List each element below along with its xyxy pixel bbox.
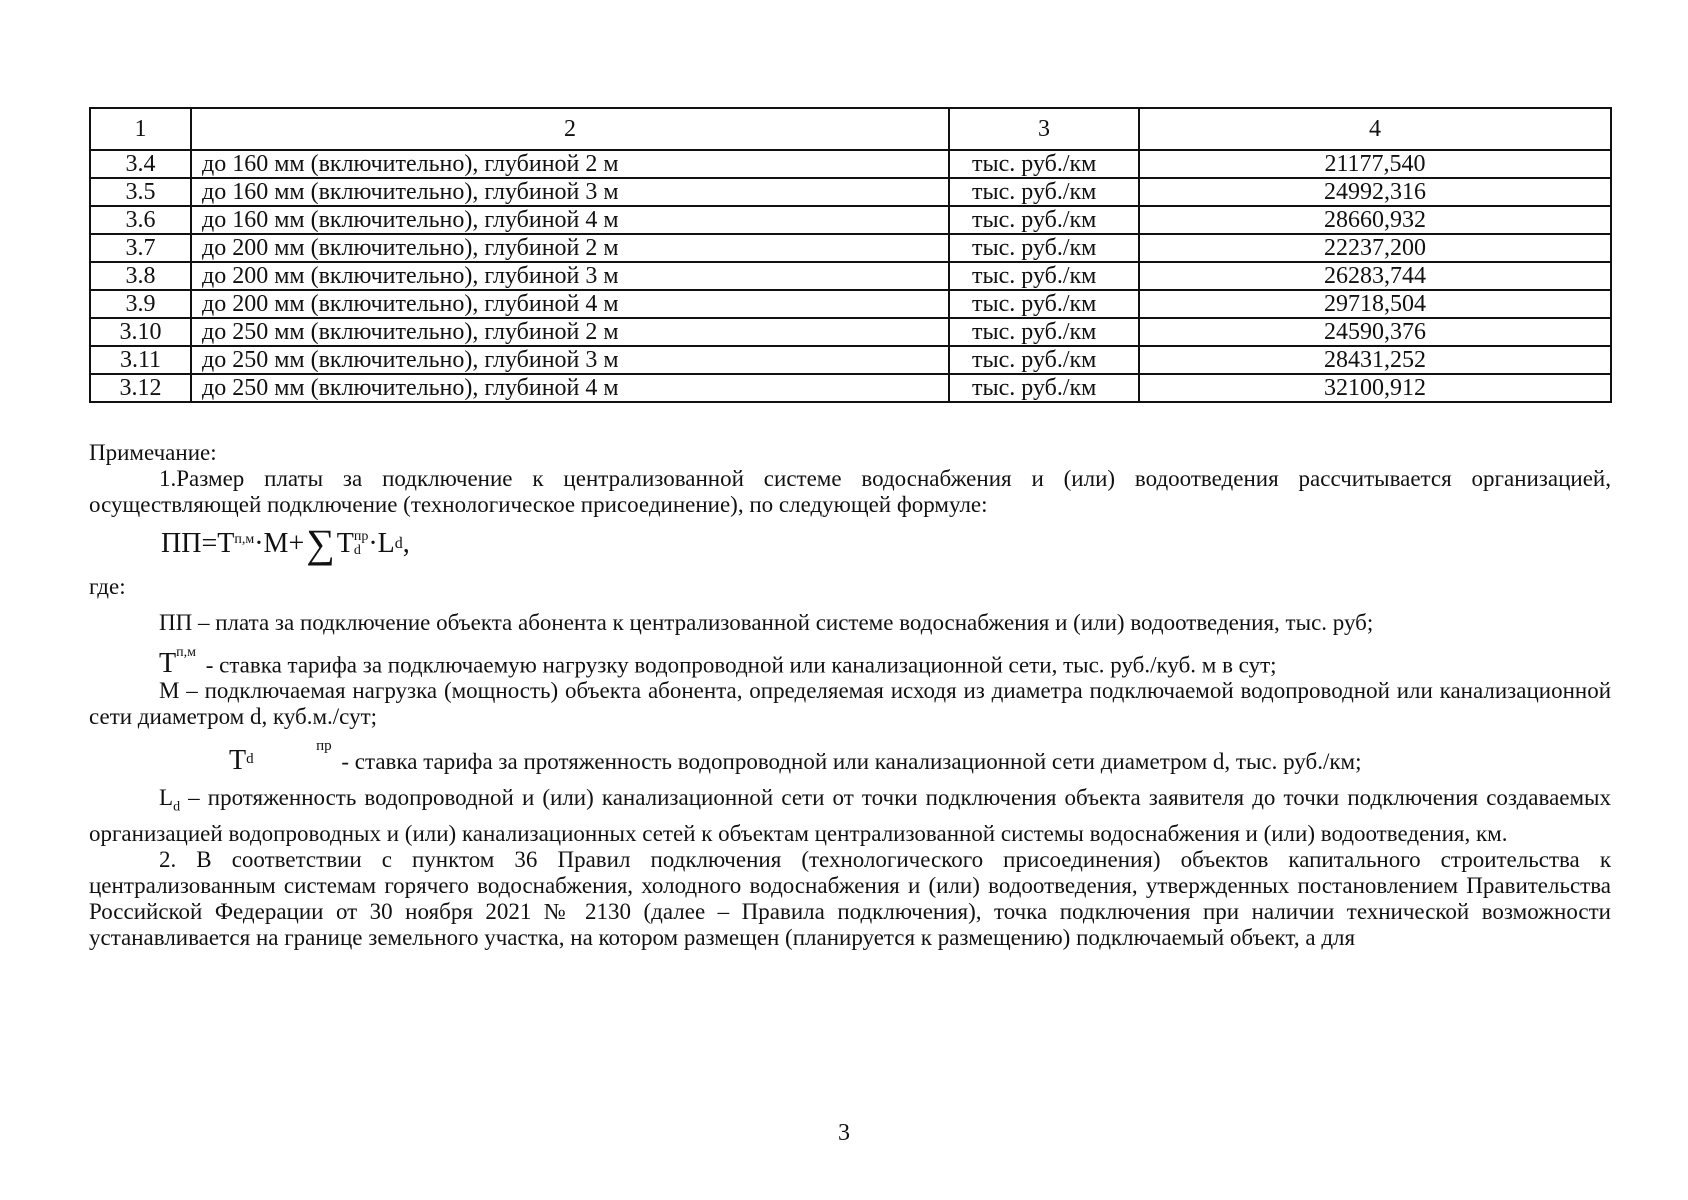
- table-row: [90, 150, 1611, 178]
- header-col-2: 2: [191, 108, 949, 150]
- page-number: 3: [838, 1120, 850, 1146]
- row-number-cell: 3.5: [90, 178, 191, 206]
- row-description-cell: до 200 мм (включительно), глубиной 3 м: [191, 262, 949, 290]
- row-value-cell: 26283,744: [1139, 262, 1611, 290]
- row-value-cell: 32100,912: [1139, 374, 1611, 402]
- row-description-cell: до 160 мм (включительно), глубиной 3 м: [191, 178, 949, 206]
- row-number-cell: 3.7: [90, 234, 191, 262]
- row-value-cell: 24590,376: [1139, 318, 1611, 346]
- row-number-cell: 3.12: [90, 374, 191, 402]
- table-row: [90, 318, 1611, 346]
- table-row: [90, 290, 1611, 318]
- header-col-3: 3: [949, 108, 1139, 150]
- table-row: [90, 234, 1611, 262]
- row-number-cell: 3.8: [90, 262, 191, 290]
- note-section: [89, 440, 1611, 951]
- row-description-cell: до 200 мм (включительно), глубиной 4 м: [191, 290, 949, 318]
- spacer: [89, 775, 1611, 785]
- definition-t: [89, 646, 1611, 678]
- definition-ld-symbol: $L_d$: [159, 785, 181, 815]
- row-unit-cell: тыс. руб./км: [949, 374, 1139, 402]
- formula-t: T: [217, 528, 235, 559]
- row-description-cell: до 200 мм (включительно), глубиной 2 м: [191, 234, 949, 262]
- formula-eq: =: [201, 528, 218, 559]
- definition-t-text: - ставка тарифа за подключаемую нагрузку водопроводной или канализационной сети, тыс. руб./куб. м в сут;: [199, 652, 1277, 678]
- row-description-cell: до 250 мм (включительно), глубиной 2 м: [191, 318, 949, 346]
- where-label: где:: [89, 574, 126, 599]
- table-header-row: [90, 108, 1611, 150]
- definition-ld: [89, 785, 1611, 847]
- definition-pp: ПП – плата за подключение объекта абонента к централизованной системе водоснабжения и (или) водоотведения, тыс. руб;: [159, 610, 1374, 635]
- table-row: [90, 262, 1611, 290]
- row-value-cell: 28660,932: [1139, 206, 1611, 234]
- payment-formula: [161, 522, 1611, 566]
- formula-td: T: [336, 528, 354, 559]
- row-unit-cell: тыс. руб./км: [949, 178, 1139, 206]
- formula-l-sub: d: [394, 535, 403, 552]
- row-unit-cell: тыс. руб./км: [949, 234, 1139, 262]
- definition-td-text: - ставка тарифа за протяженность водопроводной или канализационной сети диаметром d, тыс. руб./км;: [335, 749, 1362, 775]
- formula-tail: ,: [402, 528, 410, 559]
- table-row: [90, 206, 1611, 234]
- row-value-cell: 21177,540: [1139, 150, 1611, 178]
- formula-t-sup: п,м: [234, 532, 255, 547]
- tariff-table: [89, 107, 1612, 403]
- row-unit-cell: тыс. руб./км: [949, 346, 1139, 374]
- row-number-cell: 3.4: [90, 150, 191, 178]
- definition-t-symbol: $T^{п,м}$: [159, 645, 196, 680]
- row-unit-cell: тыс. руб./км: [949, 206, 1139, 234]
- row-value-cell: 22237,200: [1139, 234, 1611, 262]
- row-number-cell: 3.9: [90, 290, 191, 318]
- row-unit-cell: тыс. руб./км: [949, 262, 1139, 290]
- row-number-cell: 3.11: [90, 346, 191, 374]
- table-row: [90, 374, 1611, 402]
- row-unit-cell: тыс. руб./км: [949, 150, 1139, 178]
- definition-ld-text: – протяженность водопроводной и (или) канализационной сети от точки подключения объекта заявителя до точки подключения создаваемых организацией водопроводных и (или) канализационных сетей к объектам централизованной системы водоснабжения и (или) водоотведения, км.: [89, 785, 1611, 846]
- row-number-cell: 3.6: [90, 206, 191, 234]
- row-unit-cell: тыс. руб./км: [949, 290, 1139, 318]
- formula-sum-sign: ∑: [306, 521, 335, 566]
- formula-lhs: ПП: [161, 528, 202, 559]
- definition-m: M – подключаемая нагрузка (мощность) объекта абонента, определяемая исходя из диаметра подключаемой водопроводной или канализационной сети диаметром d, куб.м./сут;: [89, 678, 1611, 730]
- spacer: [89, 636, 1611, 646]
- table-row: [90, 346, 1611, 374]
- row-description-cell: до 160 мм (включительно), глубиной 4 м: [191, 206, 949, 234]
- definition-td-symbol: T пр d: [229, 738, 332, 777]
- header-col-1: 1: [90, 108, 191, 150]
- definition-td: [89, 740, 1611, 775]
- row-description-cell: до 160 мм (включительно), глубиной 2 м: [191, 150, 949, 178]
- formula-mid: ·M+: [254, 528, 305, 559]
- note-paragraph-2: 2. В соответствии с пунктом 36 Правил подключения (технологического присоединения) объектов капитального строительства к централизованным системам горячего водоснабжения, холодного водоснабжения и (или) водоотведения, утвержденных постановлением Правительства Российской Федерации от 30 ноября 2021 № 2130 (далее – Правила подключения), точка подключения при наличии технической возможности устанавливается на границе земельного участка, на котором размещен (планируется к размещению) подключаемый объект, а для: [89, 846, 1611, 950]
- header-col-4: 4: [1139, 108, 1611, 150]
- note-heading: Примечание:: [89, 440, 217, 465]
- row-value-cell: 29718,504: [1139, 290, 1611, 318]
- row-description-cell: до 250 мм (включительно), глубиной 3 м: [191, 346, 949, 374]
- formula-td-sub: d: [353, 543, 361, 558]
- row-number-cell: 3.10: [90, 318, 191, 346]
- spacer: [89, 600, 1611, 610]
- row-unit-cell: тыс. руб./км: [949, 318, 1139, 346]
- formula-l: ·L: [368, 528, 395, 559]
- formula-td-sup: пр: [353, 529, 369, 544]
- note-paragraph-1: 1.Размер платы за подключение к централизованной системе водоснабжения и (или) водоотведения рассчитывается организацией, осуществляющей подключение (технологическое присоединение), по следующей формуле:: [89, 466, 1611, 517]
- table-row: [90, 178, 1611, 206]
- row-value-cell: 28431,252: [1139, 346, 1611, 374]
- row-description-cell: до 250 мм (включительно), глубиной 4 м: [191, 374, 949, 402]
- formula-td-indices: [354, 530, 369, 558]
- row-value-cell: 24992,316: [1139, 178, 1611, 206]
